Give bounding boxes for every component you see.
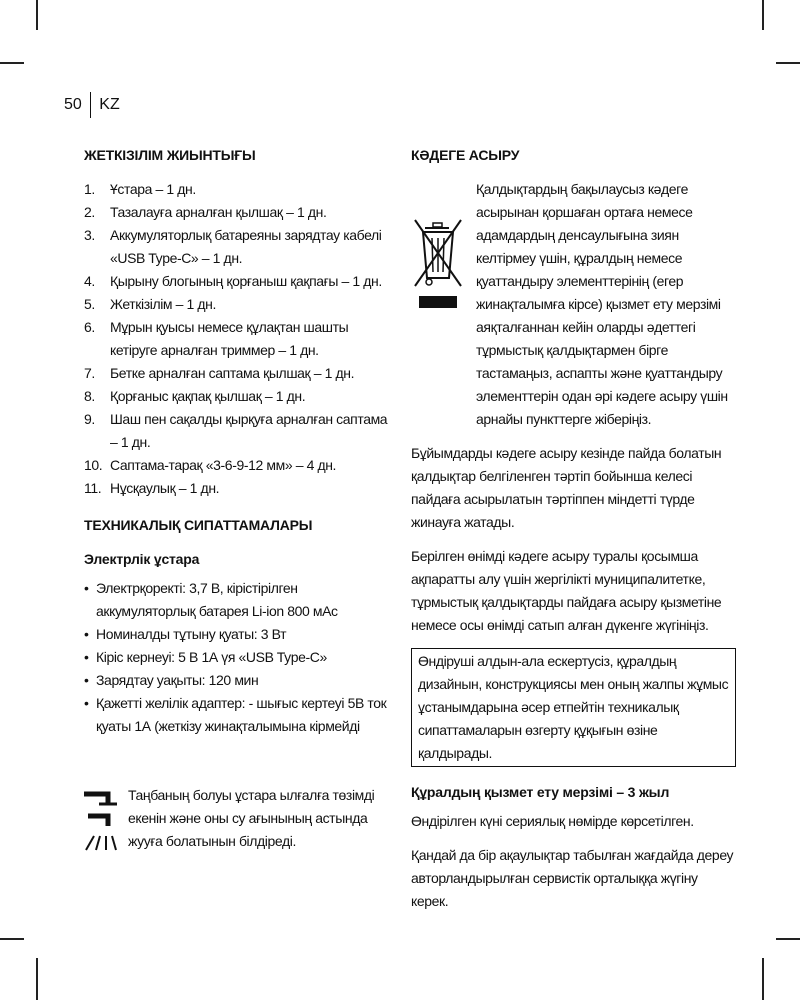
manufacturer-notice-box xyxy=(411,648,736,767)
list-item: 6. Мұрын қуысы немесе құлақтан шашты кетіруге арналған триммер – 1 дн. xyxy=(84,319,349,358)
right-column xyxy=(411,144,736,924)
crop-mark-top-left xyxy=(36,0,38,30)
delivery-list xyxy=(84,178,394,500)
spec-item: • Кіріс кернеуі: 5 В 1А үя «USB Type-C» xyxy=(84,646,394,669)
list-item: 3. Аккумуляторлық батареяны зарядтау кабелі «USB Type-C» – 1 дн. xyxy=(84,227,382,266)
crop-mark-bottom-right xyxy=(762,958,764,1000)
list-item: 5. Жеткізілім – 1 дн. xyxy=(84,296,216,312)
list-item: 2. Тазалауға арналған қылшақ – 1 дн. xyxy=(84,204,327,220)
service-paragraph-2: Қандай да бір ақаулықтар табылған жағдайда дереу авторландырылған сервистік орталыққа жүгіну керек. xyxy=(411,847,734,909)
delivery-title: ЖЕТКІЗІЛІМ ЖИЫНТЫҒЫ xyxy=(84,147,256,163)
manufacturer-notice-text: Өндіруші алдын-ала ескертусіз, құралдың дизайнын, конструкциясы мен оның жалпы жұмыс ұстанымдарына әсер етпейтін техникалық сипаттамаларын өзгерту құқығын өзіне қалдырады. xyxy=(418,653,729,761)
service-life-title: Құралдың қызмет ету мерзімі – 3 жыл xyxy=(411,784,670,800)
crop-mark-bottom-left-h xyxy=(0,938,24,940)
left-column xyxy=(84,144,394,853)
disposal-paragraph-3: Берілген өнімді кәдеге асыру туралы қосымша ақпаратты алу үшін жергілікті муниципалитетке, тұрмыстық қалдықтарды пайдаға асыру қызметіне немесе осы өнімді сатып алған дүкенге жүгініңіз. xyxy=(411,548,722,633)
shower-note-text: Таңбаның болуы ұстара ылғалға төзімді екенін және оны су ағынының астында жууға болатынын білдіреді. xyxy=(128,787,375,849)
list-item: 11. Нұсқаулық – 1 дн. xyxy=(84,480,220,496)
tech-specs-title: ТЕХНИКАЛЫҚ СИПАТТАМАЛАРЫ xyxy=(84,517,313,533)
spec-item: • Номиналды тұтыну қуаты: 3 Вт xyxy=(84,623,394,646)
shower-note-block xyxy=(84,784,394,853)
spec-item: • Зарядтау уақыты: 120 мин xyxy=(84,669,394,692)
crop-mark-top-right xyxy=(762,0,764,30)
list-item: 8. Қорғаныс қақпақ қылшақ – 1 дн. xyxy=(84,388,306,404)
list-item: 1. Ұстара – 1 дн. xyxy=(84,181,196,197)
crossed-bin-icon xyxy=(411,216,467,316)
spec-item: • Электрқоректі: 3,7 В, кірістірілген аккумуляторлық батарея Li-ion 800 мАс xyxy=(84,577,394,623)
list-item: 7. Бетке арналған саптама қылшақ – 1 дн. xyxy=(84,365,355,381)
list-item: 9. Шаш пен сақалды қырқуға арналған саптама – 1 дн. xyxy=(84,411,388,450)
disposal-paragraph-2: Бұйымдарды кәдеге асыру кезінде пайда болатын қалдықтар белгіленген тәртіп бойынша келесі пайдаға асырылатын тәртіппен міндетті түрде жинауға жатады. xyxy=(411,445,722,530)
disposal-paragraph-1: Қалдықтардың бақылаусыз кәдеге асырынан қоршаған ортаға немесе адамдардың денсаулығына зиян келтірмеу үшін, құралдың немесе қуаттандыру элементтерінің (егер жинақталымға кірсе) қызмет ету мерзімі аяқталғаннан кейін оларды әдеттегі тұрмыстық қалдықтармен бірге тастамаңыз, аспапты және қуаттандыру элементтерін одан әрі кәдеге асыру үшін арнайы пункттерге жіберіңіз. xyxy=(476,181,728,427)
disposal-title: КӘДЕГЕ АСЫРУ xyxy=(411,147,520,163)
page-number: 50 xyxy=(64,96,82,113)
crop-mark-top-left-h xyxy=(0,62,24,64)
service-paragraph-1: Өндірілген күні сериялық нөмірде көрсетілген. xyxy=(411,813,694,829)
disposal-block xyxy=(411,178,736,431)
list-item: 4. Қырыну блогының қорғаныш қақпағы – 1 дн. xyxy=(84,273,382,289)
crop-mark-bottom-right-h xyxy=(776,938,800,940)
spec-item: • Қажетті желілік адаптер: - шығыс кертеуі 5В ток қуаты 1А (жеткізу жинақталымына кірмейді xyxy=(84,692,394,738)
specs-list xyxy=(84,577,394,738)
language-code: KZ xyxy=(99,96,120,113)
shower-icon xyxy=(82,790,122,852)
crop-mark-top-right-h xyxy=(776,62,800,64)
crop-mark-bottom-left xyxy=(36,958,38,1000)
shaver-subtitle: Электрлік ұстара xyxy=(84,551,200,567)
page-header xyxy=(64,92,120,118)
header-divider xyxy=(90,92,92,118)
list-item: 10. Саптама-тарақ «3-6-9-12 мм» – 4 дн. xyxy=(84,457,337,473)
